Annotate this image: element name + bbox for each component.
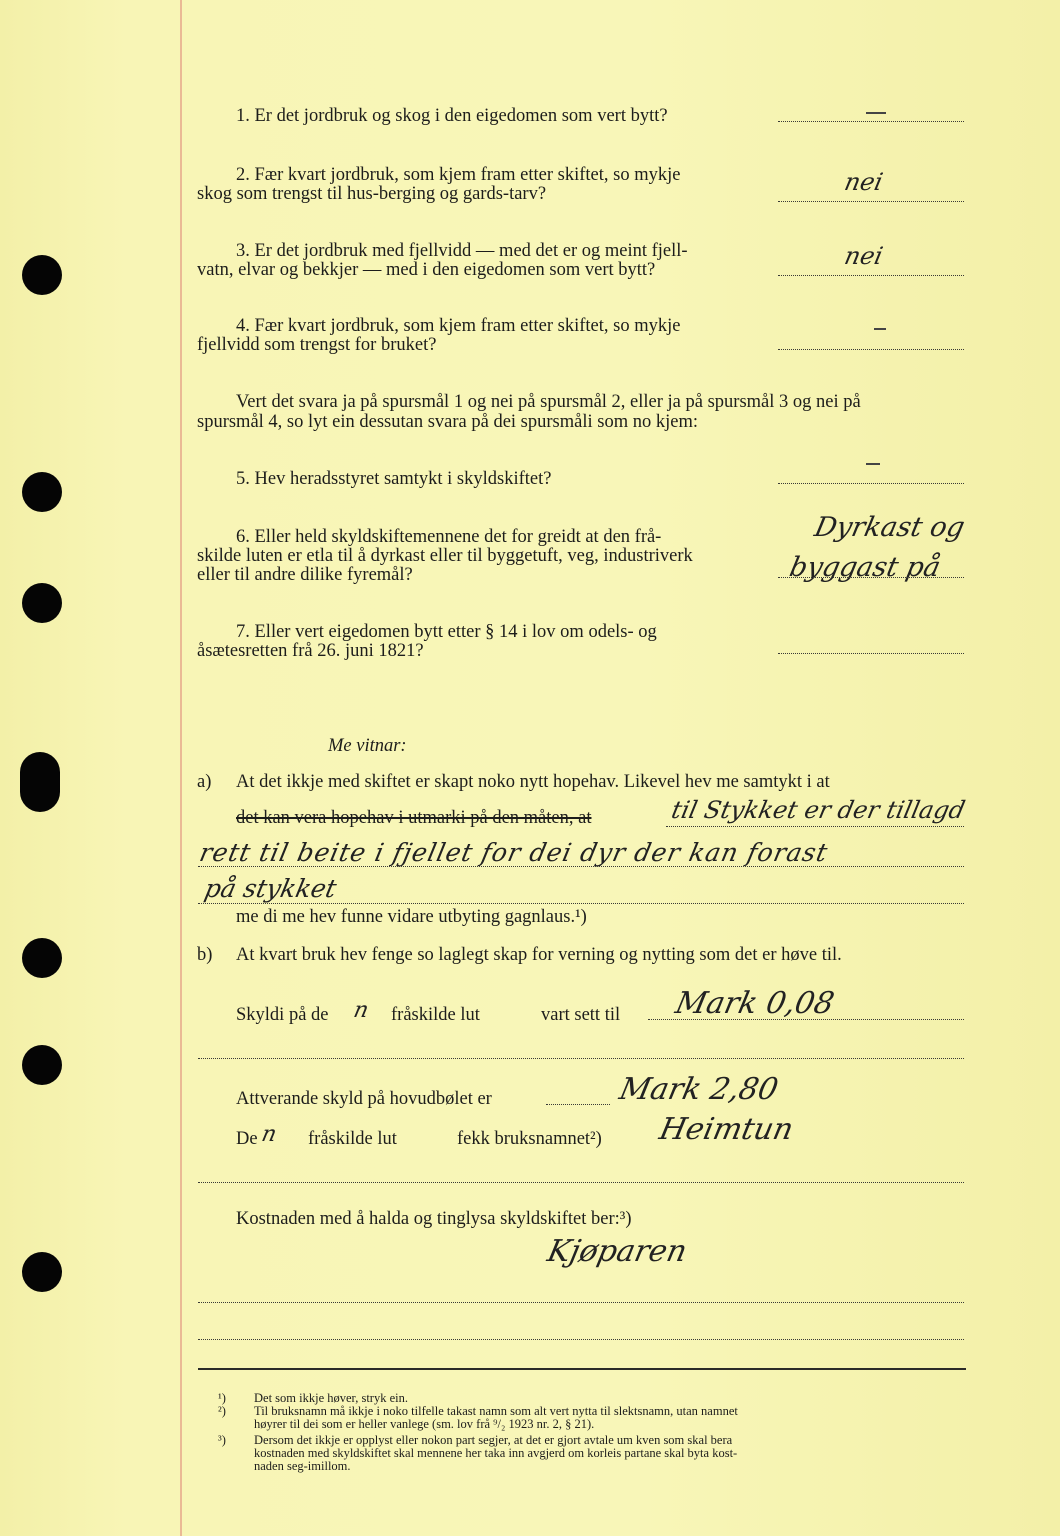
answer-6-line1: Dyrkast og: [811, 512, 968, 543]
question-2-line2: skog som trengst til hus-berging og gards-tarv?: [197, 184, 547, 204]
answer-line-5: [778, 483, 964, 484]
answer-line-3: [778, 275, 964, 276]
footnote-2-cont: høyrer til dei som er heller vanlege (sm. lov frå ⁹/₂ 1923 nr. 2, § 21).: [254, 1417, 595, 1431]
answer-line-2: [778, 201, 964, 202]
answer-6-line2: byggast på: [786, 552, 944, 583]
answer-dash: [866, 112, 886, 114]
answer-3: nei: [842, 242, 886, 270]
punch-hole: [22, 472, 62, 512]
skyld-n: n: [351, 998, 371, 1023]
fill-line: [546, 1104, 610, 1105]
bruksnamn-n: n: [259, 1122, 279, 1147]
punch-hole: [22, 255, 62, 295]
attverande-label: Attverande skyld på hovudbølet er: [236, 1089, 492, 1109]
margin-line: [180, 0, 182, 1536]
question-6-line3: eller til andre dilike fyremål?: [197, 565, 413, 585]
instruction-line1: Vert det svara ja på spursmål 1 og nei på spursmål 2, eller ja på spursmål 3 og nei på: [236, 392, 861, 412]
punch-hole: [20, 752, 60, 812]
item-b-label: b): [197, 945, 213, 965]
question-4-line2: fjellvidd som trengst for bruket?: [197, 335, 437, 355]
footnote-3-cont2: naden seg-imillom.: [254, 1459, 351, 1473]
item-b-line: At kvart bruk hev fenge so laglegt skap for verning og nytting som det er høve til.: [236, 945, 842, 965]
answer-line-4: [778, 349, 964, 350]
punch-hole: [22, 583, 62, 623]
footnote-3: ³) Dersom det ikkje er opplyst eller nokon part segjer, at det er gjort avtale um kven som skal bera: [218, 1433, 733, 1447]
fill-line: [198, 903, 964, 904]
skyld-label: Skyldi på de: [236, 1005, 329, 1025]
fill-line: [198, 866, 964, 867]
question-5: 5. Hev heradsstyret samtykt i skyldskiftet?: [236, 469, 552, 489]
footnote-3-cont: kostnaden med skyldskiftet skal mennene her taka inn avgjerd om korleis partane skal byta kost-: [254, 1446, 738, 1460]
question-7-line2: åsætesretten frå 26. juni 1821?: [197, 641, 424, 661]
item-a-struck-text: det kan vera hopehav i utmarki på den måten, at: [236, 808, 592, 828]
fill-line: [198, 1058, 964, 1059]
skyld-sett-label: vart sett til: [541, 1005, 621, 1025]
question-3-line2: vatn, elvar og bekkjer — med i den eigedomen som vert bytt?: [197, 260, 656, 280]
kostnad-label: Kostnaden med å halda og tinglysa skyldskiftet ber:³): [236, 1209, 632, 1229]
footnote-rule: [198, 1368, 966, 1370]
bruksnamn-value: Heimtun: [656, 1112, 797, 1147]
attverande-value: Mark 2,80: [616, 1072, 782, 1107]
punch-hole: [22, 1045, 62, 1085]
question-3-line1: 3. Er det jordbruk med fjellvidd — med det er og meint fjell-: [236, 241, 688, 261]
fill-line: [666, 826, 964, 827]
item-a-line1: At det ikkje med skiftet er skapt noko nytt hopehav. Likevel hev me samtykt i at: [236, 772, 830, 792]
question-2-line1: 2. Fær kvart jordbruk, som kjem fram etter skiftet, so mykje: [236, 165, 681, 185]
instruction-line2: spursmål 4, so lyt ein dessutan svara på dei spursmåli som no kjem:: [197, 412, 698, 432]
question-4-line1: 4. Fær kvart jordbruk, som kjem fram etter skiftet, so mykje: [236, 316, 681, 336]
answer-2: nei: [842, 168, 886, 196]
bruksnamn-label: fekk bruksnamnet²): [457, 1129, 602, 1149]
fill-line: [198, 1302, 964, 1303]
kostnad-value: Kjøparen: [544, 1234, 691, 1269]
answer-line-6: [778, 577, 964, 578]
question-1: 1. Er det jordbruk og skog i den eigedomen som vert bytt?: [236, 106, 668, 126]
item-a-handwriting-3: på stykket: [201, 874, 340, 903]
fill-line: [198, 1339, 964, 1340]
skyld-value: Mark 0,08: [672, 986, 838, 1021]
item-a-tail: me di me hev funne vidare utbyting gagnlaus.¹): [236, 907, 587, 927]
vitnar-heading: Me vitnar:: [328, 736, 407, 756]
footnote-2: ²) Til bruksnamn må ikkje i noko tilfelle takast namn som alt vert nytta til slektsnamn, utan namnet: [218, 1404, 738, 1418]
skyld-lut-label: fråskilde lut: [391, 1005, 480, 1025]
item-a-label: a): [197, 772, 212, 792]
question-6-line2: skilde luten er etla til å dyrkast eller til byggetuft, veg, industriverk: [197, 546, 693, 566]
item-a-handwriting-2: rett til beite i fjellet for dei dyr der kan forast: [196, 838, 831, 867]
bruksnamn-lut-label: fråskilde lut: [308, 1129, 397, 1149]
bruksnamn-de-label: De: [236, 1129, 258, 1149]
answer-dash: [866, 463, 880, 465]
question-6-line1: 6. Eller held skyldskiftemennene det for greidt at den frå-: [236, 527, 662, 547]
question-7-line1: 7. Eller vert eigedomen bytt etter § 14 i lov om odels- og: [236, 622, 657, 642]
fill-line: [648, 1019, 964, 1020]
item-a-handwriting-1: til Stykket er der tillagd: [669, 796, 968, 824]
punch-hole: [22, 1252, 62, 1292]
answer-line-1: [778, 121, 964, 122]
answer-line-7: [778, 653, 964, 654]
answer-dash: [874, 328, 886, 330]
punch-hole: [22, 938, 62, 978]
footnote-1: ¹) Det som ikkje høver, stryk ein.: [218, 1391, 408, 1405]
fill-line: [198, 1182, 964, 1183]
